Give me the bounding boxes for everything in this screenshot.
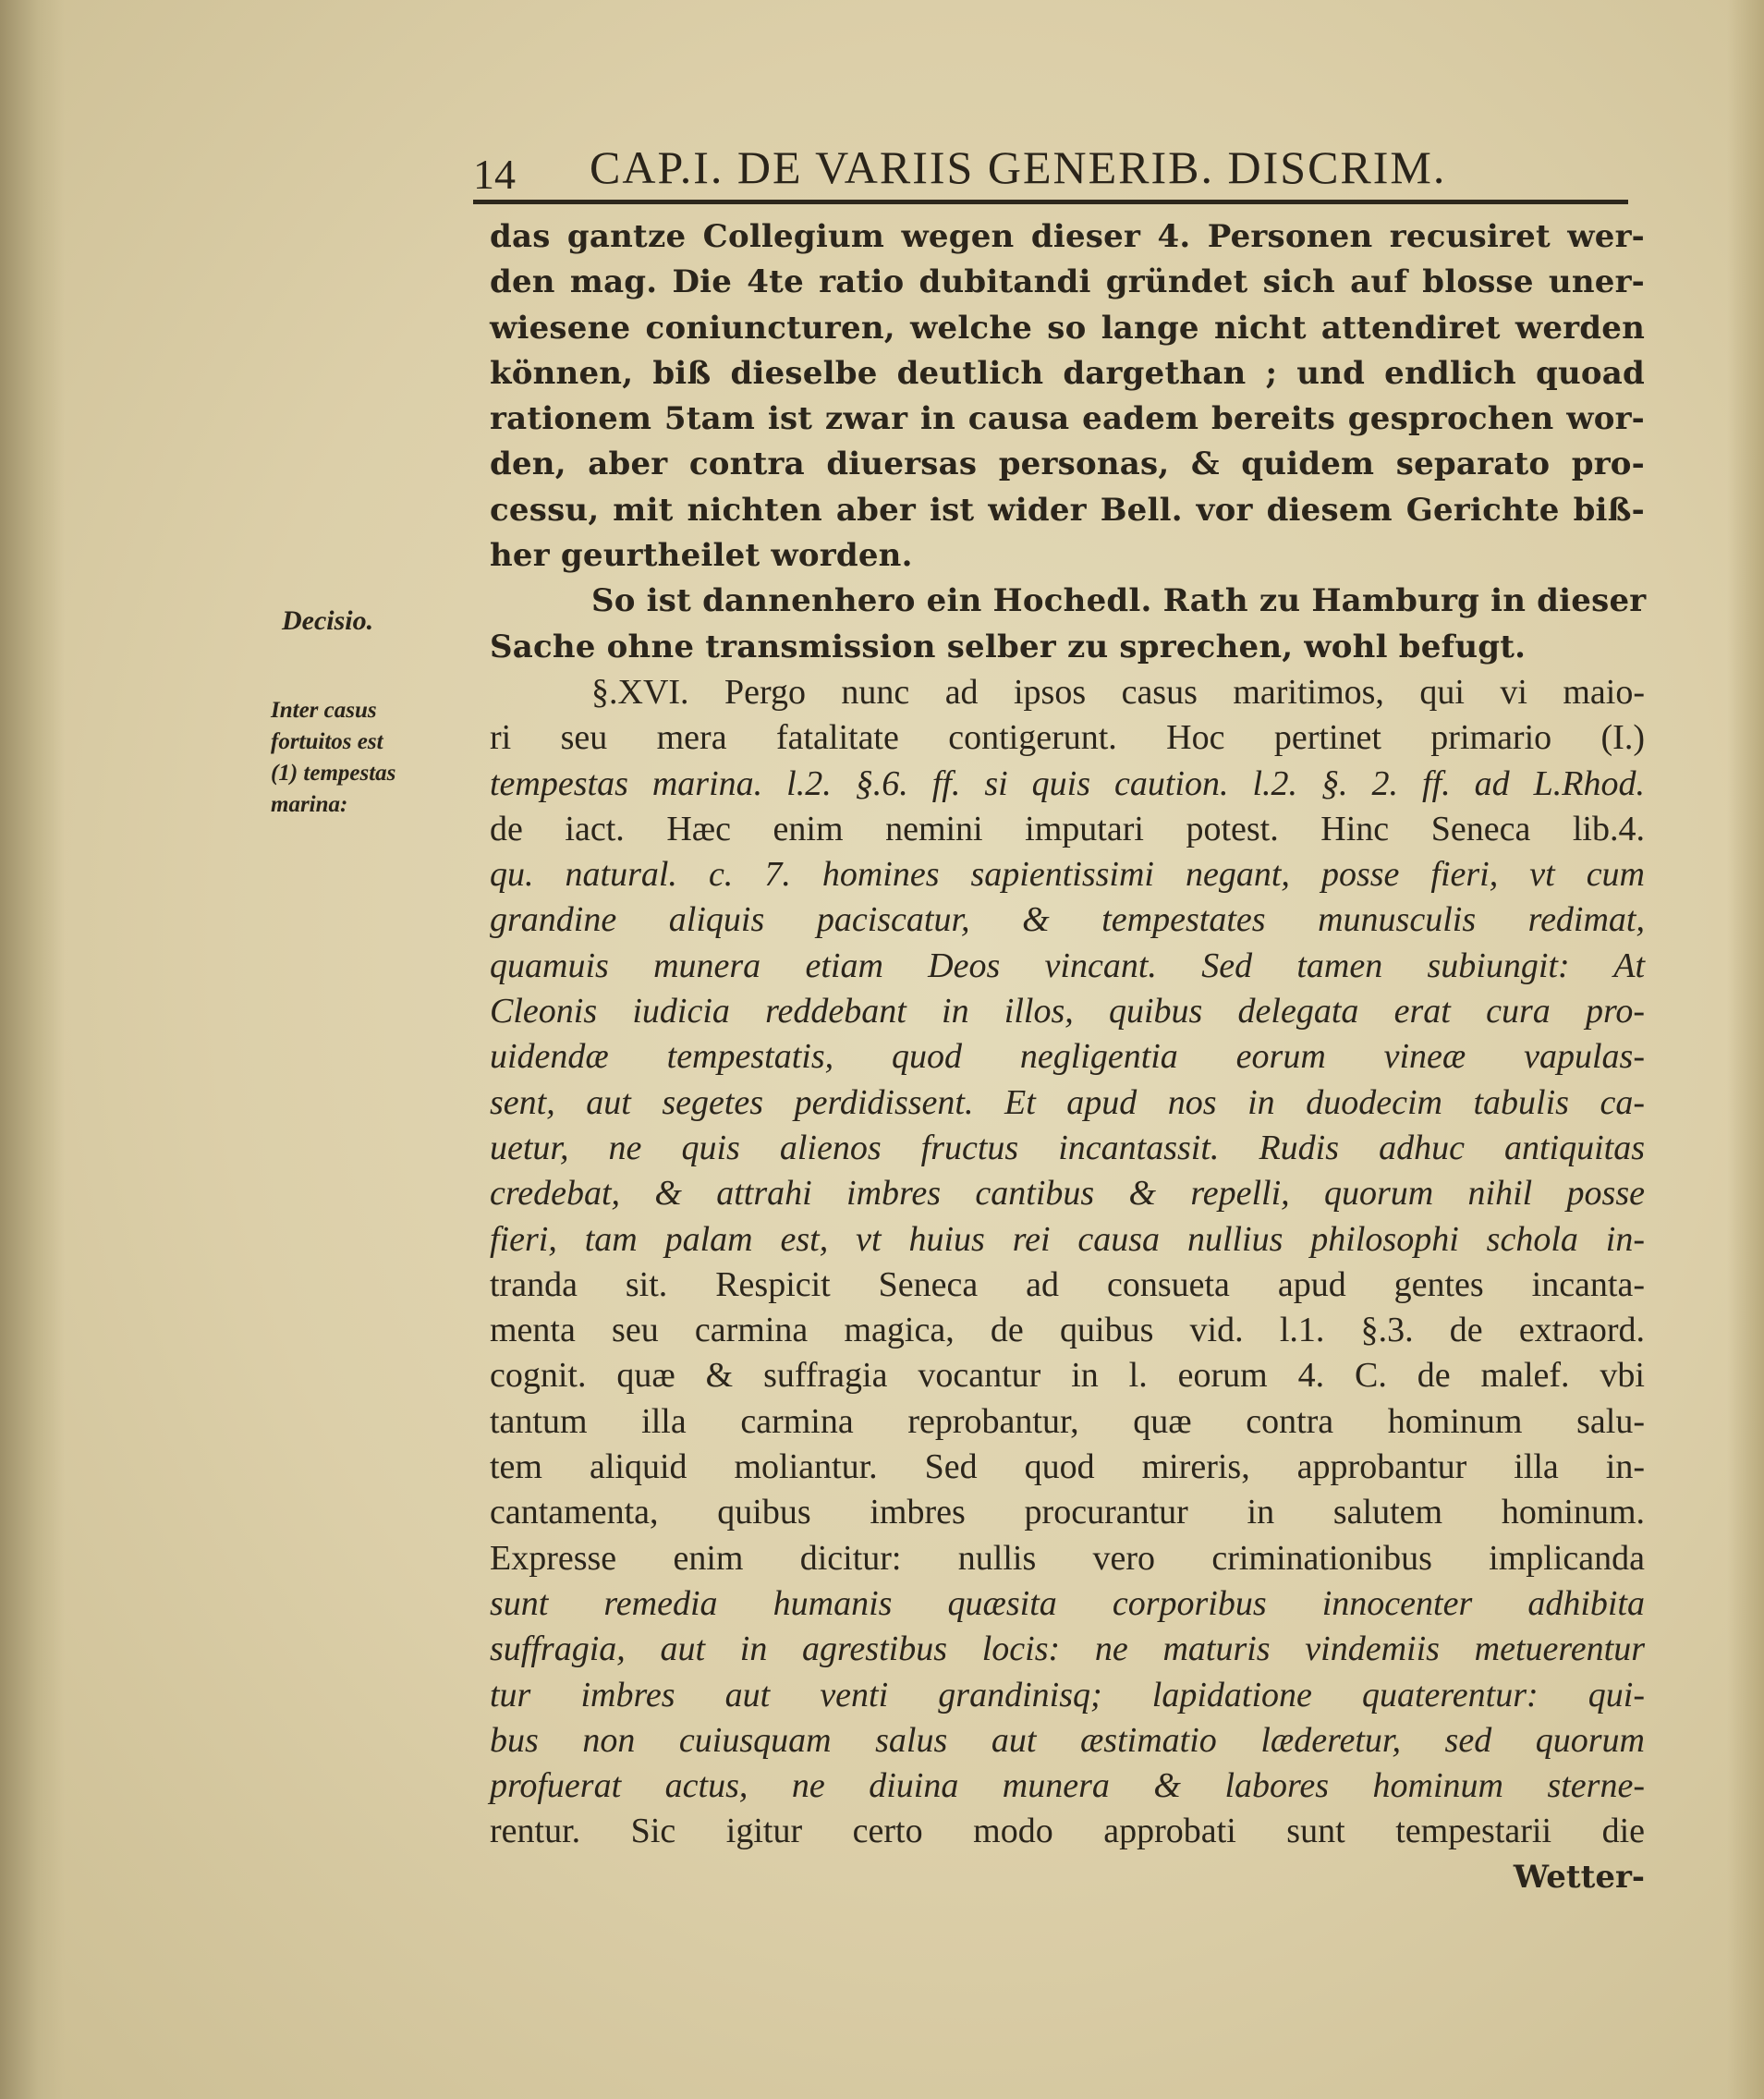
text-line: So ist dannenhero ein Hochedl. Rath zu Hamburg in dieser	[591, 582, 1647, 620]
margin-note-line: fortuitos est	[271, 729, 383, 754]
running-title: CAP.I. DE VARIIS GENERIB. DISCRIM.	[590, 141, 1447, 193]
text-line: fieri, tam palam est, vt huius rei causa nullius philosophi schola in-	[490, 1219, 1645, 1259]
text-line: qu. natural. c. 7. homines sapientissimi negant, posse fieri, vt cum	[490, 855, 1645, 895]
body-text	[490, 214, 1645, 1900]
text-line: tantum illa carmina reprobantur, quæ contra hominum salu-	[490, 1401, 1645, 1441]
catchword: Wetter-	[1513, 1858, 1645, 1896]
margin-note-line: (1) tempestas	[271, 761, 396, 786]
text-line: tranda sit. Respicit Seneca ad consueta apud gentes incanta-	[490, 1264, 1645, 1304]
text-line: sunt remedia humanis quæsita corporibus innocenter adhibita	[490, 1583, 1645, 1623]
text-line: Expresse enim dicitur: nullis vero criminationibus implicanda	[490, 1538, 1645, 1578]
text-line: sent, aut segetes perdidissent. Et apud nos in duodecim tabulis ca-	[490, 1082, 1645, 1122]
text-line: her geurtheilet worden.	[490, 537, 913, 575]
text-line: bus non cuiusquam salus aut æstimatio læderetur, sed quorum	[490, 1720, 1645, 1760]
text-line: tempestas marina. l.2. §.6. ff. si quis caution. l.2. §. 2. ff. ad L.Rhod.	[490, 763, 1645, 803]
text-line: suffragia, aut in agrestibus locis: ne maturis vindemiis metuerentur	[490, 1629, 1645, 1669]
text-line: Cleonis iudicia reddebant in illos, quibus delegata erat cura pro-	[490, 992, 1645, 1031]
book-gutter	[0, 0, 65, 2099]
text-line: den, aber contra diuersas personas, & quidem separato pro-	[490, 445, 1645, 483]
text-line: de iact. Hæc enim nemini imputari potest. Hinc Seneca lib.4.	[490, 809, 1645, 848]
text-line: quamuis munera etiam Deos vincant. Sed tamen subiungit: At	[490, 946, 1645, 985]
text-line: den mag. Die 4te ratio dubitandi gründet sich auf blosse uner-	[490, 263, 1645, 301]
text-line: cognit. quæ & suffragia vocantur in l. eorum 4. C. de malef. vbi	[490, 1356, 1645, 1396]
page-header	[473, 137, 1628, 201]
text-line: profuerat actus, ne diuina munera & labores hominum sterne-	[490, 1766, 1645, 1806]
margin-note-line: Inter casus	[271, 698, 377, 723]
text-line: können, biß dieselbe deutlich dargethan ; und endlich quoad	[490, 354, 1645, 392]
text-line: tem aliquid moliantur. Sed quod mireris, approbantur illa in-	[490, 1447, 1645, 1487]
text-line: rentur. Sic igitur certo modo approbati sunt tempestarii die	[490, 1812, 1645, 1851]
text-line: Sache ohne transmission selber zu sprechen, wohl befugt.	[490, 628, 1527, 665]
header-rule	[473, 200, 1628, 204]
margin-note-inter-casus	[271, 695, 395, 821]
text-line: credebat, & attrahi imbres cantibus & repelli, quorum nihil posse	[490, 1174, 1645, 1214]
text-line: menta seu carmina magica, de quibus vid. l.1. §.3. de extraord.	[490, 1311, 1645, 1350]
text-line: grandine aliquis paciscatur, & tempestates munusculis redimat,	[490, 900, 1645, 940]
text-line: uidendæ tempestatis, quod negligentia eorum vineæ vapulas-	[490, 1037, 1645, 1077]
page-number: 14	[473, 151, 516, 198]
text-line: uetur, ne quis alienos fructus incantassit. Rudis adhuc antiquitas	[490, 1128, 1645, 1167]
margin-note-decisio: Decisio.	[282, 605, 374, 636]
page-edge	[1727, 0, 1764, 2099]
text-line: cessu, mit nichten aber ist wider Bell. vor diesem Gerichte biß-	[490, 491, 1645, 529]
margin-note-line: marina:	[271, 792, 348, 817]
text-line: wiesene coniuncturen, welche so lange nicht attendiret werden	[490, 309, 1645, 347]
text-line: tur imbres aut venti grandinisq; lapidatione quaterentur: qui-	[490, 1675, 1645, 1715]
text-line: das gantze Collegium wegen dieser 4. Personen recusiret wer-	[490, 218, 1645, 255]
text-line: ri seu mera fatalitate contigerunt. Hoc pertinet primario (I.)	[490, 718, 1645, 758]
text-line: rationem 5tam ist zwar in causa eadem bereits gesprochen wor-	[490, 400, 1645, 438]
text-line: §.XVI. Pergo nunc ad ipsos casus maritimos, qui vi maio-	[591, 672, 1645, 712]
text-line: cantamenta, quibus imbres procurantur in salutem hominum.	[490, 1493, 1645, 1532]
